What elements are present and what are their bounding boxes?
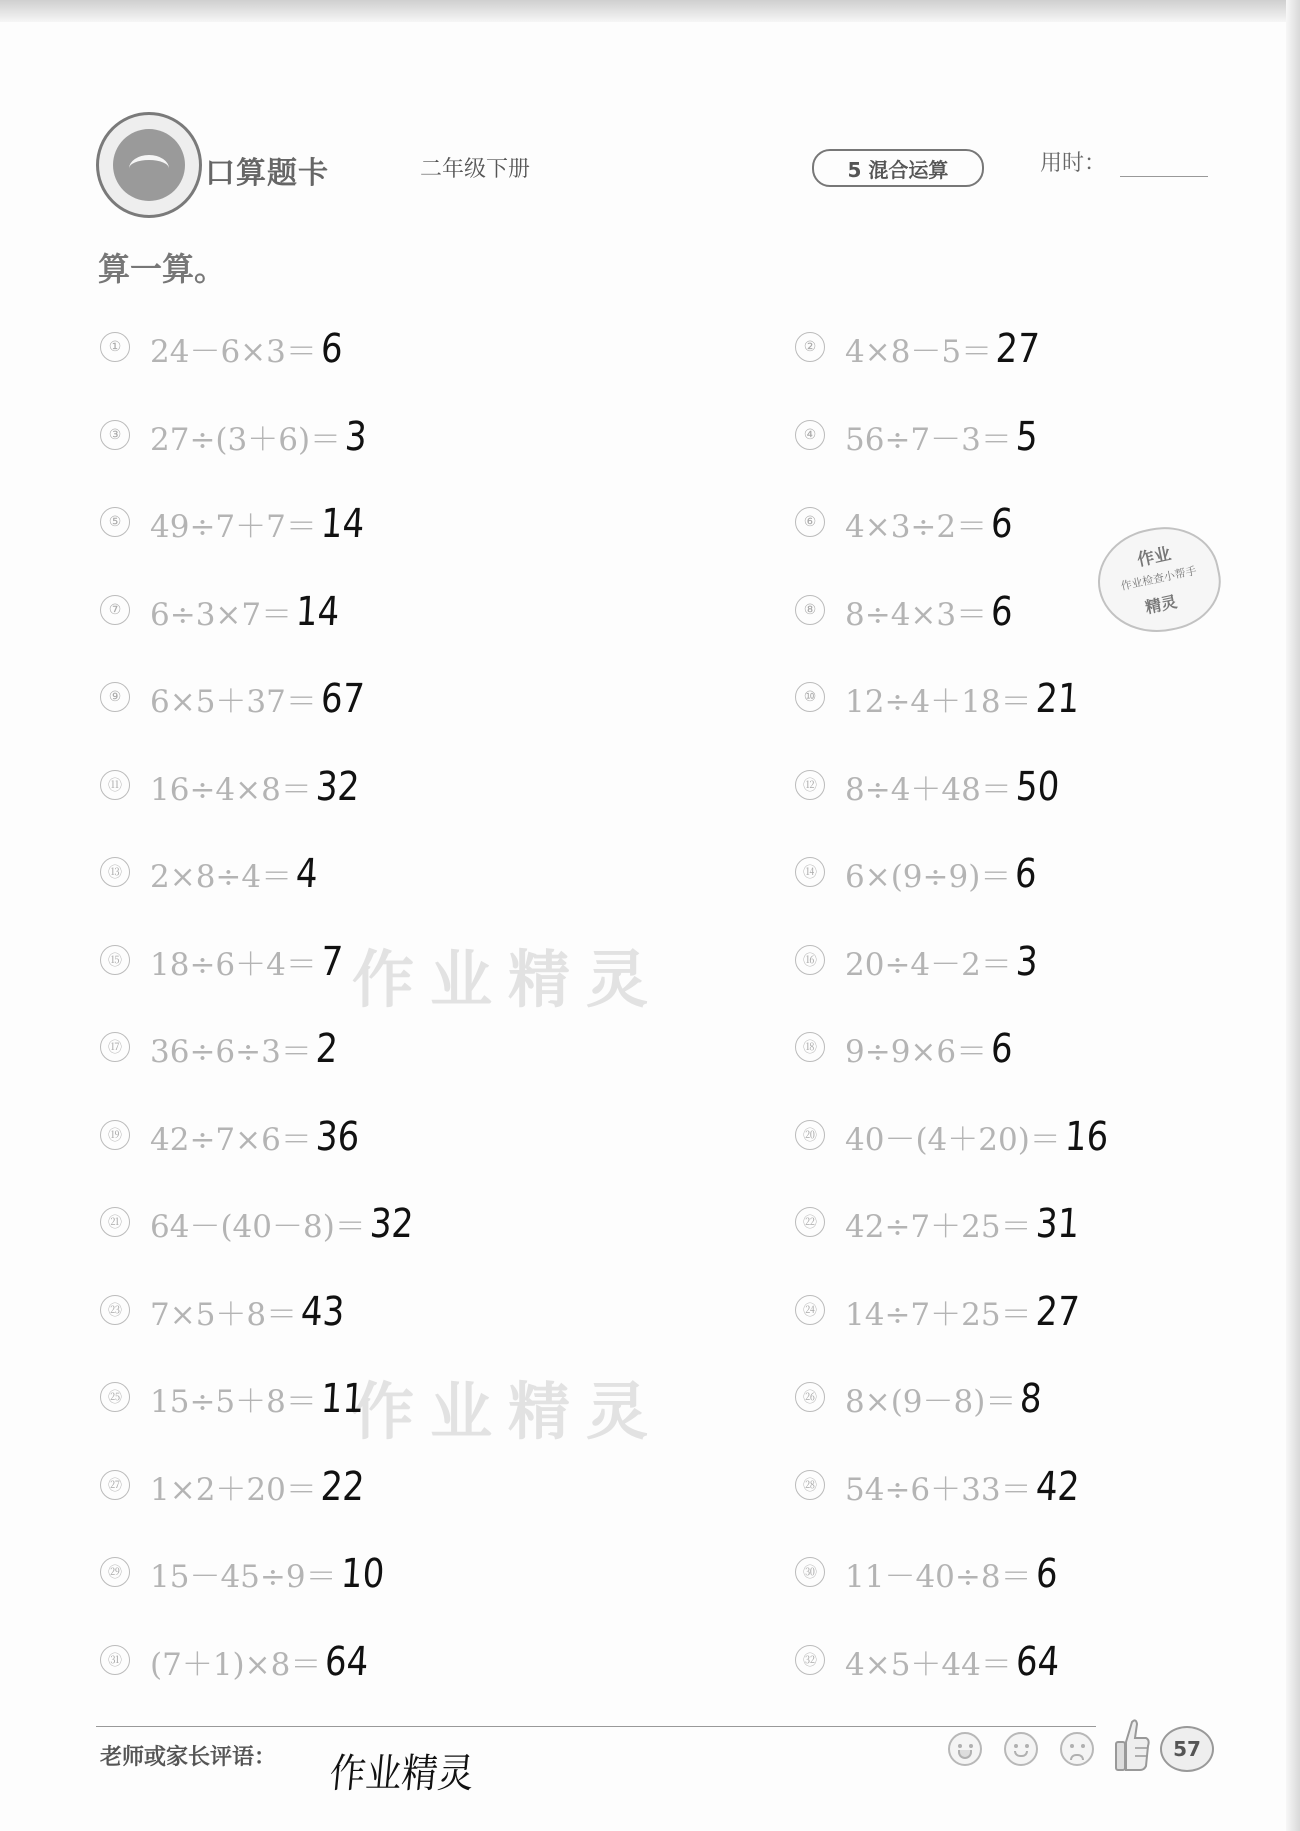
comment-label: 老师或家长评语： bbox=[100, 1745, 277, 1770]
problem-number: ① bbox=[100, 332, 130, 362]
footer-divider bbox=[96, 1726, 1096, 1727]
problem-number: ⑪ bbox=[100, 770, 130, 800]
problem-number: ⑫ bbox=[795, 770, 825, 800]
expression-text: 1×2＋20＝ bbox=[150, 1471, 317, 1508]
expression-text: 15－45÷9＝ bbox=[150, 1559, 337, 1595]
handwritten-answer: 6 bbox=[989, 1026, 1015, 1072]
expression-text: 54÷6＋33＝ bbox=[845, 1471, 1032, 1508]
problem-number: ⑤ bbox=[100, 507, 130, 537]
handwritten-answer: 8 bbox=[1018, 1376, 1044, 1422]
handwritten-answer: 10 bbox=[339, 1551, 386, 1597]
expression-text: 15÷5＋8＝ bbox=[150, 1384, 317, 1420]
problem-number: ⑧ bbox=[795, 595, 825, 625]
problem-number: ㉜ bbox=[795, 1645, 825, 1675]
problem-number: ㉒ bbox=[795, 1207, 825, 1237]
expression-text: 42÷7×6＝ bbox=[150, 1121, 312, 1158]
handwritten-answer: 64 bbox=[323, 1638, 370, 1685]
expression-text: 4×5＋44＝ bbox=[845, 1646, 1012, 1683]
problem-expression bbox=[150, 939, 346, 985]
handwritten-answer: 6 bbox=[989, 501, 1015, 547]
problem-number: ⑭ bbox=[795, 857, 825, 887]
problem-expression bbox=[150, 1201, 421, 1247]
expression-text: 6×5＋37＝ bbox=[150, 684, 317, 720]
problem-expression bbox=[845, 851, 1041, 897]
brand-title: 口算题卡 bbox=[205, 156, 329, 191]
expression-text: 9÷9×6＝ bbox=[845, 1034, 988, 1070]
homework-helper-stamp bbox=[1089, 516, 1230, 643]
problem-expression bbox=[150, 414, 371, 460]
expression-text: 24－6×3＝ bbox=[150, 334, 317, 370]
handwritten-answer: 50 bbox=[1014, 763, 1061, 810]
handwritten-answer: 22 bbox=[319, 1463, 366, 1510]
handwritten-answer: 3 bbox=[343, 413, 369, 460]
problem-number: ㉔ bbox=[795, 1295, 825, 1325]
problem-number: ㉓ bbox=[100, 1295, 130, 1325]
handwritten-answer: 27 bbox=[1034, 1288, 1081, 1335]
expression-text: 11－40÷8＝ bbox=[845, 1559, 1032, 1595]
handwritten-answer: 14 bbox=[319, 501, 366, 547]
expression-text: 36÷6÷3＝ bbox=[150, 1034, 312, 1070]
instruction-heading: 算一算。 bbox=[98, 250, 227, 288]
smile-face-icon bbox=[1004, 1732, 1038, 1766]
handwritten-answer: 6 bbox=[989, 588, 1015, 635]
problem-number: ⑱ bbox=[795, 1032, 825, 1062]
problem-number: ㉕ bbox=[100, 1382, 130, 1412]
problem-expression bbox=[150, 1114, 367, 1160]
handwritten-answer: 43 bbox=[299, 1288, 346, 1335]
expression-text: 6÷3×7＝ bbox=[150, 596, 293, 633]
problem-number: ⑥ bbox=[795, 507, 825, 537]
expression-text: (7＋1)×8＝ bbox=[150, 1646, 322, 1683]
handwritten-answer: 32 bbox=[314, 763, 361, 810]
time-blank-line bbox=[1120, 176, 1208, 177]
problem-expression bbox=[150, 851, 322, 897]
problem-number: ㉑ bbox=[100, 1207, 130, 1237]
handwritten-answer: 67 bbox=[319, 676, 366, 722]
handwritten-answer: 6 bbox=[1013, 851, 1039, 897]
problem-expression bbox=[845, 1114, 1116, 1160]
expression-text: 14÷7＋25＝ bbox=[845, 1296, 1032, 1333]
problem-expression bbox=[845, 1376, 1046, 1422]
problem-expression bbox=[150, 676, 372, 722]
problem-expression bbox=[150, 1639, 376, 1685]
handwritten-answer: 16 bbox=[1063, 1113, 1110, 1160]
problem-number: ⑲ bbox=[100, 1120, 130, 1150]
problem-expression bbox=[845, 1639, 1067, 1685]
problem-number: ㉙ bbox=[100, 1557, 130, 1587]
handwritten-answer: 14 bbox=[294, 588, 341, 635]
problem-number: ③ bbox=[100, 420, 130, 450]
problem-expression bbox=[845, 589, 1017, 635]
expression-text: 49÷7＋7＝ bbox=[150, 509, 317, 545]
problem-expression bbox=[845, 1464, 1087, 1510]
problem-number: ⑦ bbox=[100, 595, 130, 625]
problem-expression bbox=[150, 501, 372, 547]
problem-expression bbox=[150, 1376, 372, 1422]
handwritten-answer: 4 bbox=[294, 851, 320, 897]
problem-expression bbox=[845, 1201, 1087, 1247]
sad-face-icon bbox=[1060, 1732, 1094, 1766]
problem-number: ⑩ bbox=[795, 682, 825, 712]
expression-text: 8÷4＋48＝ bbox=[845, 771, 1012, 808]
expression-text: 2×8÷4＝ bbox=[150, 859, 293, 895]
scan-shadow-top bbox=[0, 0, 1300, 22]
expression-text: 12÷4＋18＝ bbox=[845, 684, 1032, 720]
handwritten-answer: 11 bbox=[319, 1376, 366, 1422]
problem-number: ㉗ bbox=[100, 1470, 130, 1500]
expression-text: 7×5＋8＝ bbox=[150, 1296, 298, 1333]
problem-expression bbox=[845, 676, 1087, 722]
expression-text: 27÷(3＋6)＝ bbox=[150, 421, 342, 458]
problem-expression bbox=[845, 326, 1047, 372]
problem-expression bbox=[150, 1551, 392, 1597]
expression-text: 20÷4－2＝ bbox=[845, 946, 1012, 983]
problem-expression bbox=[845, 1289, 1087, 1335]
problem-number: ⑬ bbox=[100, 857, 130, 887]
problem-number: ㉛ bbox=[100, 1645, 130, 1675]
handwritten-answer: 3 bbox=[1014, 938, 1039, 985]
handwritten-answer: 5 bbox=[1014, 413, 1039, 460]
watermark: 作业精灵 bbox=[352, 1375, 665, 1448]
stamp-title: 作业 bbox=[1135, 544, 1173, 571]
expression-text: 4×8－5＝ bbox=[845, 334, 993, 370]
expression-text: 64－(40－8)＝ bbox=[150, 1209, 366, 1245]
watermark: 作业精灵 bbox=[352, 943, 665, 1016]
expression-text: 18÷6＋4＝ bbox=[150, 946, 317, 983]
scan-shadow-right bbox=[1286, 0, 1300, 1831]
problem-number: ⑨ bbox=[100, 682, 130, 712]
problem-expression bbox=[845, 764, 1067, 810]
handwritten-answer: 27 bbox=[994, 326, 1041, 372]
handwritten-comment: 作业精灵 bbox=[327, 1751, 476, 1797]
problem-number: ⑮ bbox=[100, 945, 130, 975]
expression-text: 8×(9－8)＝ bbox=[845, 1384, 1017, 1420]
problem-number: ⑳ bbox=[795, 1120, 825, 1150]
problem-expression bbox=[845, 1551, 1061, 1597]
problem-number: ㉚ bbox=[795, 1557, 825, 1587]
thumbs-up-icon bbox=[1112, 1716, 1152, 1772]
problem-expression bbox=[150, 589, 347, 635]
expression-text: 4×3÷2＝ bbox=[845, 509, 988, 545]
problem-expression bbox=[150, 326, 346, 372]
expression-text: 42÷7＋25＝ bbox=[845, 1209, 1032, 1245]
handwritten-answer: 21 bbox=[1034, 676, 1081, 722]
stamp-name: 精灵 bbox=[1143, 591, 1179, 618]
series-logo-icon bbox=[96, 112, 202, 218]
problem-expression bbox=[150, 1026, 341, 1072]
grade-label: 二年级下册 bbox=[420, 157, 531, 182]
problem-number: ⑰ bbox=[100, 1032, 130, 1062]
problem-expression bbox=[150, 1289, 352, 1335]
expression-text: 40－(4＋20)＝ bbox=[845, 1121, 1061, 1158]
expression-text: 6×(9÷9)＝ bbox=[845, 859, 1012, 895]
handwritten-answer: 6 bbox=[319, 326, 344, 372]
page-number: 57 bbox=[1160, 1726, 1214, 1772]
handwritten-answer: 36 bbox=[314, 1113, 361, 1160]
handwritten-answer: 7 bbox=[319, 938, 344, 985]
problem-expression bbox=[845, 414, 1041, 460]
time-label: 用时： bbox=[1040, 151, 1107, 176]
problem-expression bbox=[845, 501, 1017, 547]
big-smile-face-icon bbox=[948, 1732, 982, 1766]
handwritten-answer: 64 bbox=[1014, 1638, 1061, 1685]
problem-expression bbox=[150, 764, 367, 810]
problem-number: ② bbox=[795, 332, 825, 362]
problem-number: ㉖ bbox=[795, 1382, 825, 1412]
handwritten-answer: 32 bbox=[368, 1201, 415, 1247]
problem-number: ⑯ bbox=[795, 945, 825, 975]
expression-text: 56÷7－3＝ bbox=[845, 421, 1012, 458]
expression-text: 16÷4×8＝ bbox=[150, 771, 312, 808]
expression-text: 8÷4×3＝ bbox=[845, 596, 988, 633]
problem-expression bbox=[845, 939, 1041, 985]
unit-badge: 5 混合运算 bbox=[812, 149, 984, 187]
problem-expression bbox=[150, 1464, 372, 1510]
problem-expression bbox=[845, 1026, 1017, 1072]
problem-number: ④ bbox=[795, 420, 825, 450]
handwritten-answer: 42 bbox=[1034, 1463, 1081, 1510]
problem-number: ㉘ bbox=[795, 1470, 825, 1500]
stamp-subtitle: 作业检查小帮手 bbox=[1119, 564, 1198, 593]
handwritten-answer: 6 bbox=[1034, 1551, 1059, 1597]
handwritten-answer: 2 bbox=[314, 1026, 339, 1072]
handwritten-answer: 31 bbox=[1034, 1201, 1081, 1247]
